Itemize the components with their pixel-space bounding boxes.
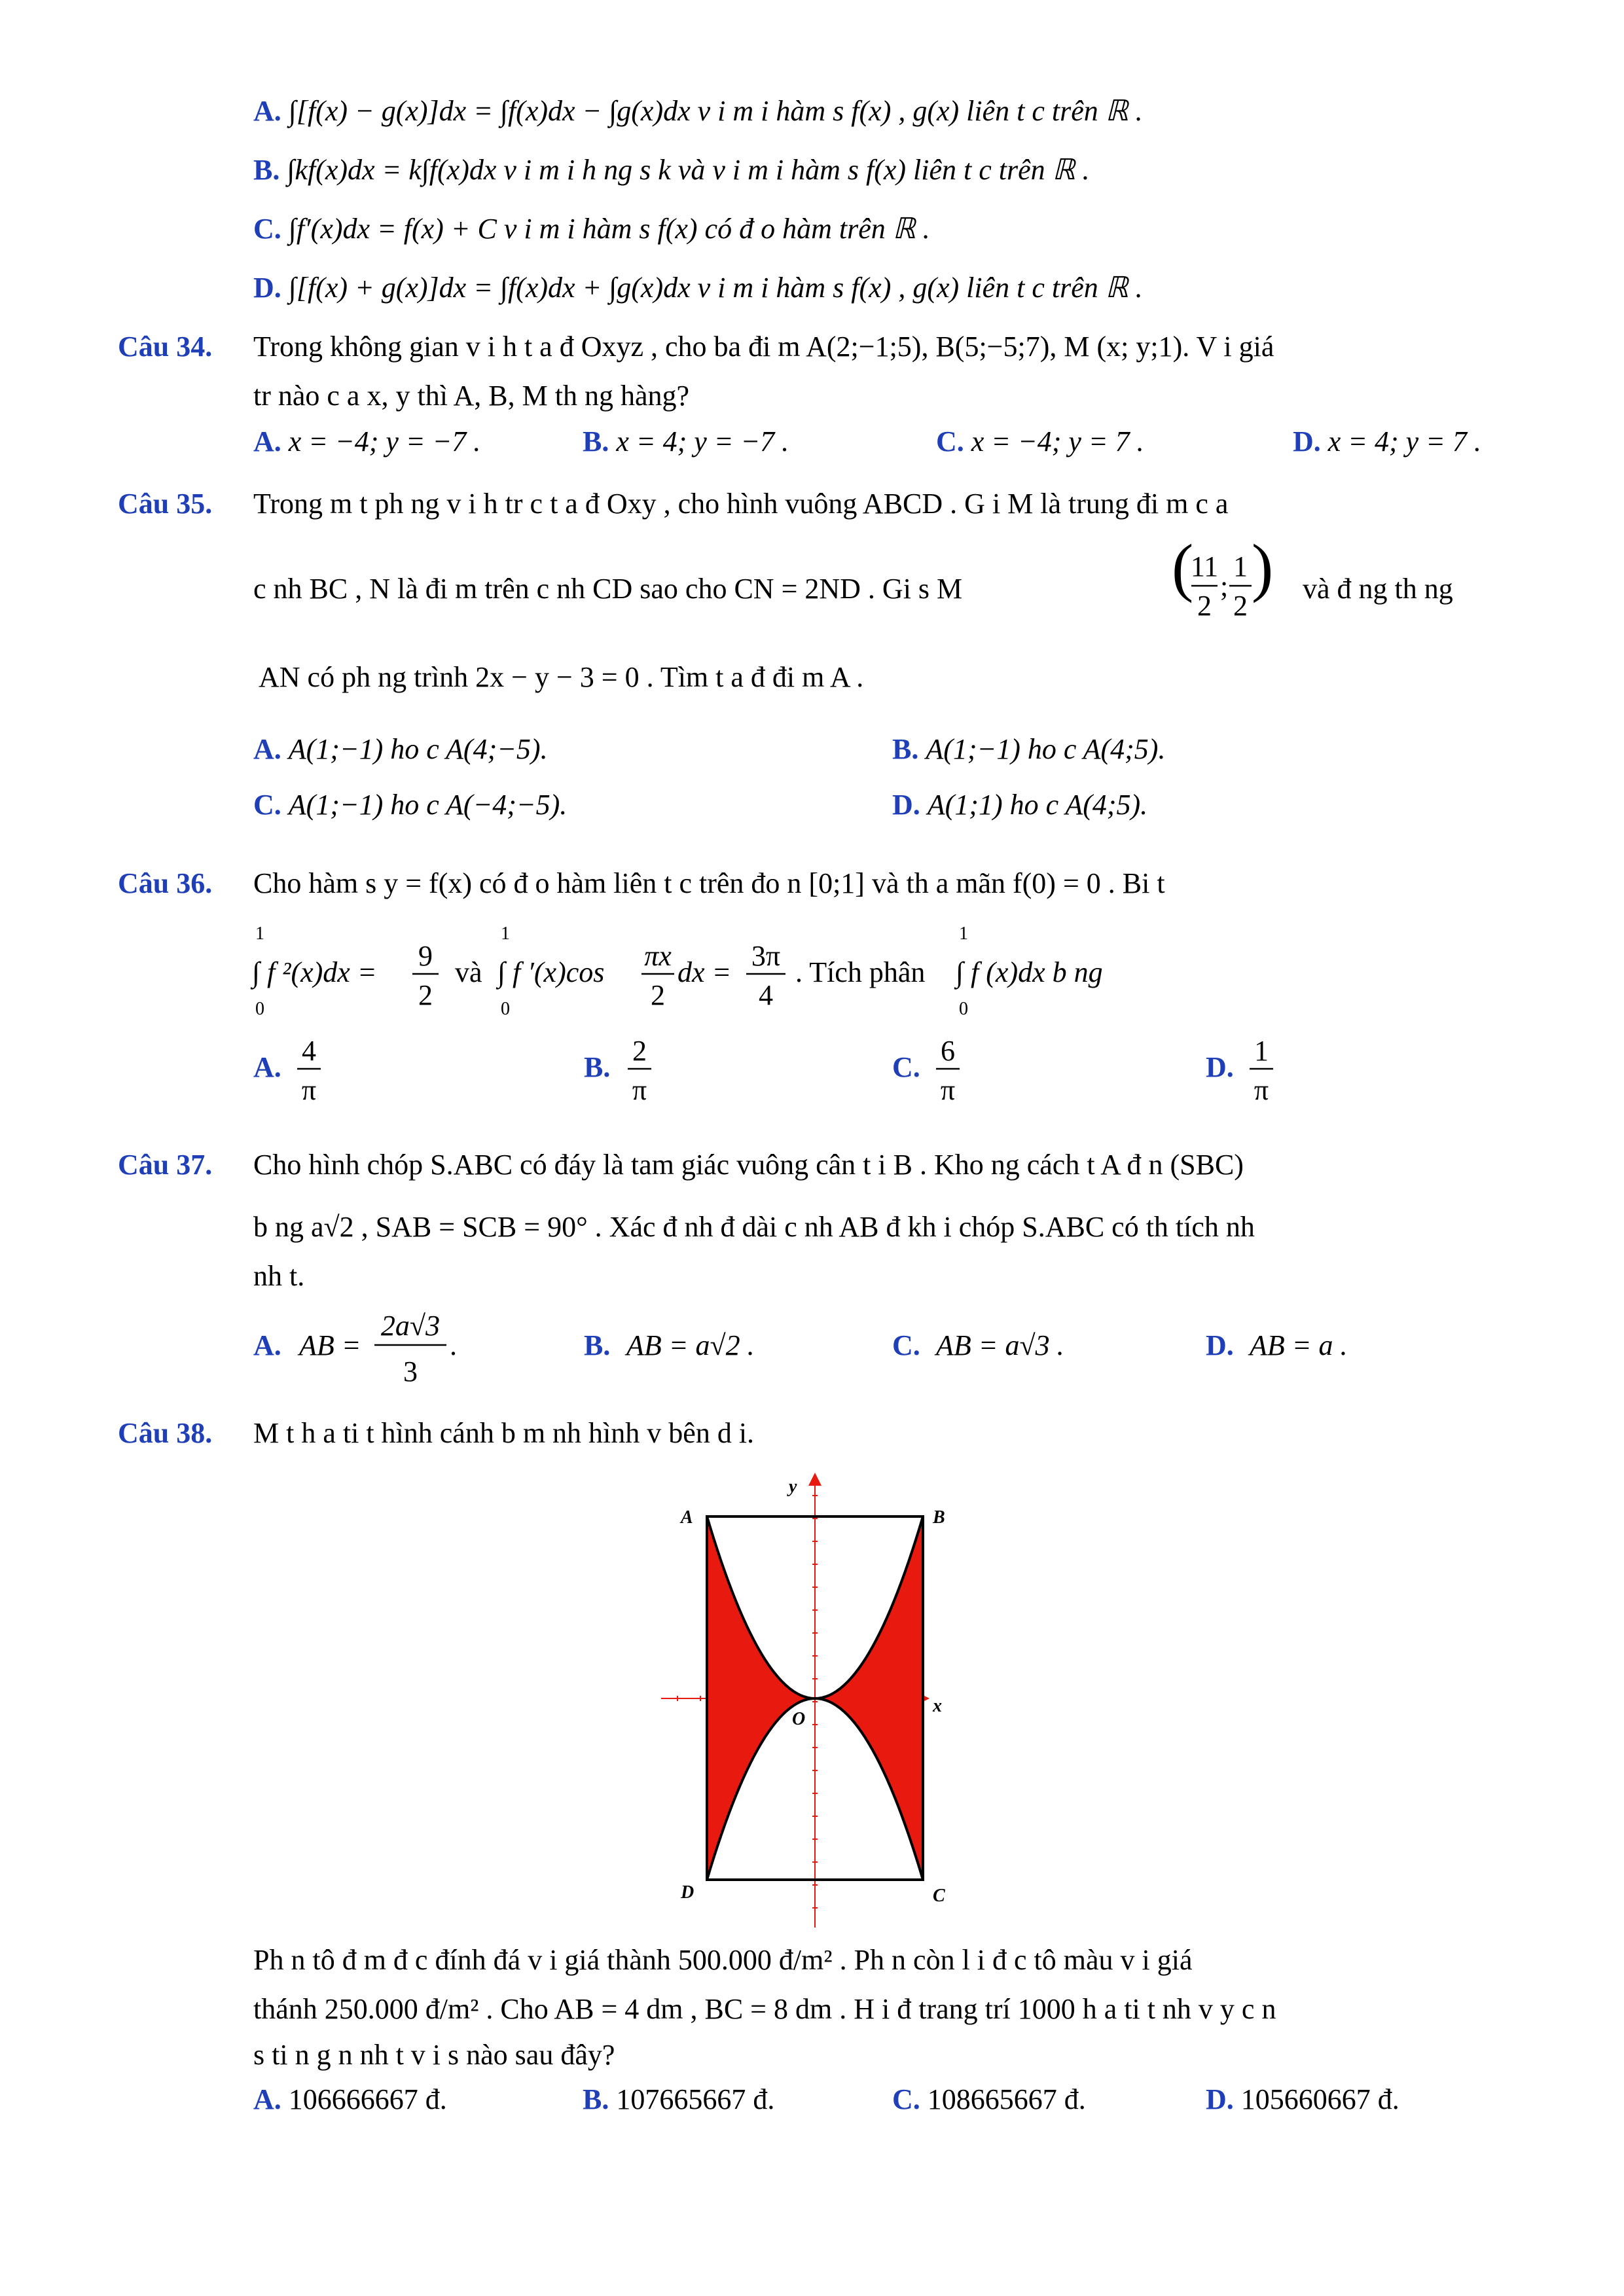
int2: ∫ f ′(x)cos — [497, 956, 605, 988]
q34-option-d: D. x = 4; y = 7 . — [1293, 425, 1481, 457]
q37-opt-b-text: AB = a√2 . — [626, 1329, 755, 1361]
int2-lower: 0 — [501, 999, 510, 1019]
q35-line2b: và đ ng th ng — [1303, 573, 1453, 605]
q37-opt-a-label: A. — [253, 1329, 281, 1361]
int3-lower: 0 — [959, 999, 968, 1019]
frac2-num: 1 — [1233, 550, 1248, 583]
q36-opt-a-label: A. — [253, 1051, 281, 1083]
q35-option-c: C. A(1;−1) ho c A(−4;−5). — [253, 789, 568, 821]
int1: ∫ f ²(x)dx = — [252, 956, 377, 988]
q34-number: Câu 34. — [118, 331, 213, 363]
q36-opt-d-num: 1 — [1254, 1035, 1269, 1067]
q37-opt-c-text: AB = a√3 . — [936, 1329, 1064, 1361]
q33-option-b: B. ∫kf(x)dx = k∫f(x)dx v i m i h ng s k và v i m i hàm s f(x) liên t c trên ℝ . — [253, 154, 1090, 186]
q34-option-c: C. x = −4; y = 7 . — [936, 425, 1144, 457]
q35-number: Câu 35. — [118, 488, 213, 520]
q34-line2: tr nào c a x, y thì A, B, M th ng hàng? — [253, 380, 690, 412]
q37-options — [253, 1302, 1562, 1401]
q36-integrals — [245, 920, 1227, 1024]
q34-option-b: B. x = 4; y = −7 . — [583, 425, 789, 457]
q35-line3: AN có ph ng trình 2x − y − 3 = 0 . Tìm t a đ đi m A . — [259, 661, 864, 693]
int1-lower: 0 — [255, 999, 264, 1019]
q35-m-coordinates — [1159, 540, 1283, 638]
q33-option-d: D. ∫[f(x) + g(x)]dx = ∫f(x)dx + ∫g(x)dx v i m i hàm s f(x) , g(x) liên t c trên ℝ . — [253, 272, 1143, 304]
q36-options — [253, 1028, 1562, 1113]
int3-pre: . Tích phân — [795, 956, 926, 988]
int3-upper: 1 — [959, 924, 968, 944]
q36-line1: Cho hàm s y = f(x) có đ o hàm liên t c trên đo n [0;1] và th a mãn f(0) = 0 . Bi t — [253, 867, 1165, 899]
label-b: B — [933, 1507, 945, 1528]
q38-option-c: C. 108665667 đ. — [892, 2083, 1086, 2115]
frac1-den: 2 — [1197, 590, 1212, 622]
q37-line2: b ng a√2 , SAB = SCB = 90° . Xác đ nh đ dài c nh AB đ kh i chóp S.ABC có th tích nh — [253, 1211, 1255, 1243]
q37-opt-b-label: B. — [584, 1329, 611, 1361]
q34-line1: Trong không gian v i h t a đ Oxyz , cho ba đi m A(2;−1;5), B(5;−5;7), M (x; y;1). V i giá — [253, 331, 1274, 363]
q36-opt-c-num: 6 — [941, 1035, 955, 1067]
int1-num: 9 — [418, 940, 433, 972]
q38-option-b: B. 107665667 đ. — [583, 2083, 775, 2115]
q37-line3: nh t. — [253, 1260, 305, 1292]
int2-upper: 1 — [501, 924, 510, 944]
q37-opt-d-label: D. — [1206, 1329, 1234, 1361]
q36-opt-d-label: D. — [1206, 1051, 1234, 1083]
int2-num: 3π — [751, 940, 781, 972]
int1-den: 2 — [418, 979, 433, 1011]
int2-tail: dx = — [677, 956, 732, 988]
int1-upper: 1 — [255, 924, 264, 944]
q36-opt-c-label: C. — [892, 1051, 920, 1083]
label-y: y — [789, 1477, 797, 1497]
q38-option-a: A. 106666667 đ. — [253, 2083, 447, 2115]
int2-den: 4 — [759, 979, 773, 1011]
q36-number: Câu 36. — [118, 867, 213, 899]
q38-option-d: D. 105660667 đ. — [1206, 2083, 1399, 2115]
butterfly-figure — [661, 1469, 975, 1928]
q37-number: Câu 37. — [118, 1149, 213, 1181]
label-x: x — [933, 1696, 942, 1716]
frac1-num: 11 — [1190, 550, 1219, 583]
q36-opt-b-label: B. — [584, 1051, 611, 1083]
q33-option-a: A. ∫[f(x) − g(x)]dx = ∫f(x)dx − ∫g(x)dx v i m i hàm s f(x) , g(x) liên t c trên ℝ . — [253, 95, 1143, 127]
label-a: A — [681, 1507, 693, 1528]
q36-opt-a-den: π — [301, 1074, 317, 1106]
q34-option-a: A. x = −4; y = −7 . — [253, 425, 481, 457]
q36-opt-d-den: π — [1254, 1074, 1269, 1106]
int2-fden: 2 — [651, 979, 665, 1011]
q37-opt-a-num: 2a√3 — [380, 1310, 441, 1342]
q38-line1: M t h a ti t hình cánh b m nh hình v bên d i. — [253, 1417, 755, 1449]
q37-line1: Cho hình chóp S.ABC có đáy là tam giác vuông cân t i B . Kho ng cách t A đ n (SBC) — [253, 1149, 1244, 1181]
and-word: và — [455, 956, 482, 988]
paren-left: ( — [1172, 540, 1194, 603]
q36-opt-a-num: 4 — [302, 1035, 316, 1067]
q37-opt-a-den: 3 — [403, 1355, 418, 1388]
q35-option-d: D. A(1;1) ho c A(4;5). — [892, 789, 1148, 821]
label-d: D — [681, 1882, 695, 1903]
q35-option-a: A. A(1;−1) ho c A(4;−5). — [253, 733, 548, 765]
q37-opt-d-text: AB = a . — [1250, 1329, 1348, 1361]
q35-line1: Trong m t ph ng v i h tr c t a đ Oxy , cho hình vuông ABCD . G i M là trung đi m c a — [253, 488, 1229, 520]
q35-line2a: c nh BC , N là đi m trên c nh CD sao cho CN = 2ND . Gi s M — [253, 573, 963, 605]
q36-opt-c-den: π — [940, 1074, 956, 1106]
int3: ∫ f (x)dx b ng — [956, 956, 1103, 988]
q37-opt-a-pre: AB = — [299, 1329, 361, 1361]
q36-opt-b-den: π — [632, 1074, 647, 1106]
label-c: C — [933, 1886, 945, 1906]
q38-line4: s ti n g n nh t v i s nào sau đây? — [253, 2039, 615, 2071]
paren-right: ) — [1252, 540, 1274, 603]
q37-opt-c-label: C. — [892, 1329, 920, 1361]
q36-opt-b-num: 2 — [632, 1035, 647, 1067]
q33-option-c: C. ∫f′(x)dx = f(x) + C v i m i hàm s f(x) có đ o hàm trên ℝ . — [253, 213, 930, 245]
q38-line3: thánh 250.000 đ/m² . Cho AB = 4 dm , BC = 8 dm . H i đ trang trí 1000 h a ti t nh v y c n — [253, 1993, 1276, 2025]
q37-opt-a-tail: . — [450, 1329, 457, 1361]
label-o: O — [792, 1709, 806, 1729]
frac2-den: 2 — [1233, 590, 1248, 622]
q38-line2: Ph n tô đ m đ c đính đá v i giá thành 500.000 đ/m² . Ph n còn l i đ c tô màu v i giá — [253, 1944, 1193, 1976]
q38-number: Câu 38. — [118, 1417, 213, 1449]
semicolon: ; — [1220, 570, 1229, 602]
q35-option-b: B. A(1;−1) ho c A(4;5). — [892, 733, 1166, 765]
int2-fnum: πx — [644, 940, 672, 972]
